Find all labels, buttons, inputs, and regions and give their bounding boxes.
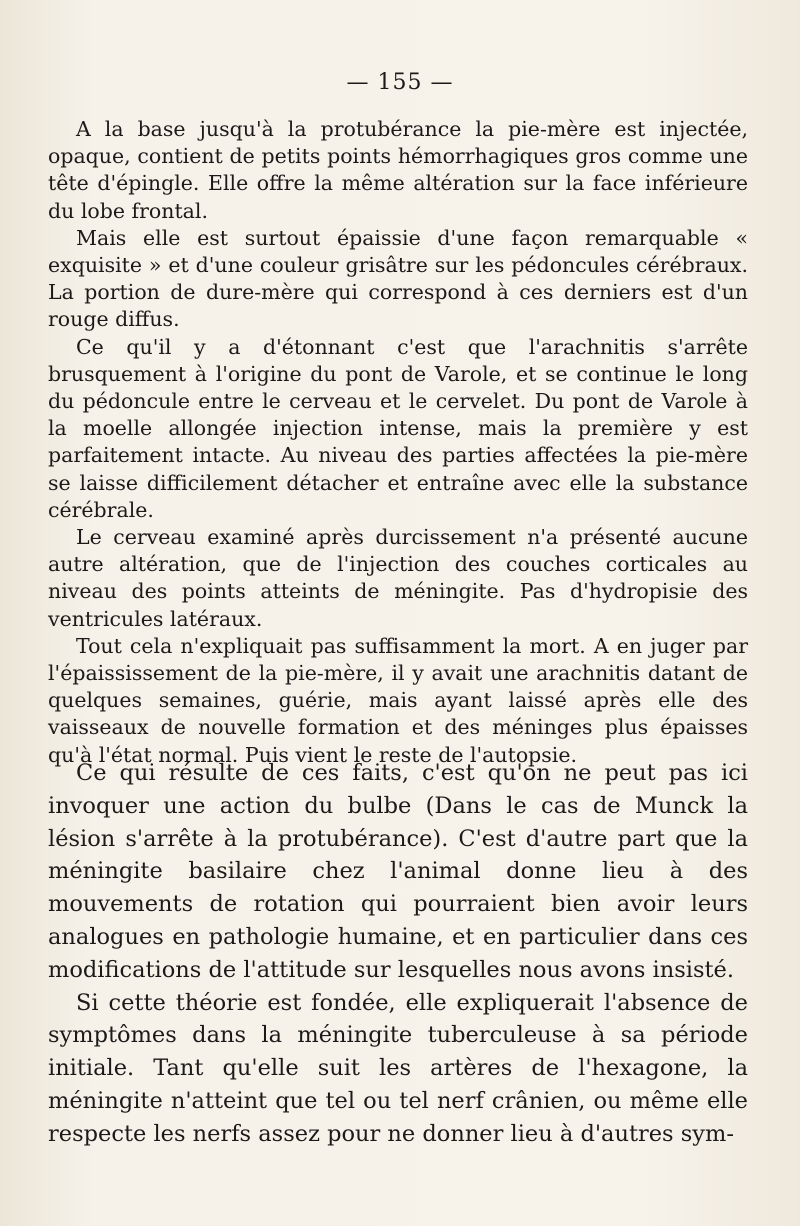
paragraph: A la base jusqu'à la protubérance la pie-mère est injectée, opaque, contient de petits points hémorrhagiques gros comme une tête d'épingle. Elle offre la même altération sur la face inférieure du lobe frontal. <box>48 117 748 223</box>
section-discussion <box>48 757 748 1151</box>
paragraph: Ce qui résulte de ces faits, c'est qu'on ne peut pas ici invoquer une action du bulbe (Dans le cas de Munck la lésion s'arrête à la protubérance). C'est d'autre part que la méningite basilaire chez l'animal donne lieu à des mouvements de rotation qui pourraient bien avoir leurs analogues en pathologie humaine, et en particulier dans ces modifications de l'attitude sur lesquelles nous avons insisté. <box>48 760 748 983</box>
page-number: — 155 — <box>346 70 454 95</box>
paragraph: Si cette théorie est fondée, elle expliquerait l'absence de symptômes dans la méningite tuberculeuse à sa période initiale. Tant qu'elle suit les artères de l'hexagone, la méningite n'atteint que tel ou tel nerf crânien, ou même elle respecte les nerfs assez pour ne donner lieu à d'autres sym- <box>48 989 748 1147</box>
section-clinical-findings <box>48 116 748 769</box>
paragraph: Tout cela n'expliquait pas suffisamment la mort. A en juger par l'épaississement de la pie-mère, il y avait une arachnitis datant de quelques semaines, guérie, mais ayant laissé après elle des vaisseaux de nouvelle formation et des méninges plus épaisses qu'à l'état normal. Puis vient le reste de l'autopsie. <box>48 633 748 767</box>
paragraph: Le cerveau examiné après durcissement n'a présenté aucune autre altération, que de l'injection des couches corticales au niveau des points atteints de méningite. Pas d'hydropisie des ventricules latéraux. <box>48 525 748 631</box>
paragraph: Mais elle est surtout épaissie d'une façon remarquable « exquisite » et d'une couleur grisâtre sur les pédoncules cérébraux. La portion de dure-mère qui correspond à ces derniers est d'un rouge diffus. <box>48 225 748 332</box>
paragraph: Ce qu'il y a d'étonnant c'est que l'arachnitis s'arrête brusquement à l'origine du pont de Varole, et se continue le long du pédoncule entre le cerveau et le cervelet. Du pont de Varole à la moelle allongée injection intense, mais la première y est parfaitement intacte. Au niveau des parties affectées la pie-mère se laisse difficilement détacher et entraîne avec elle la substance cérébrale. <box>48 334 748 522</box>
